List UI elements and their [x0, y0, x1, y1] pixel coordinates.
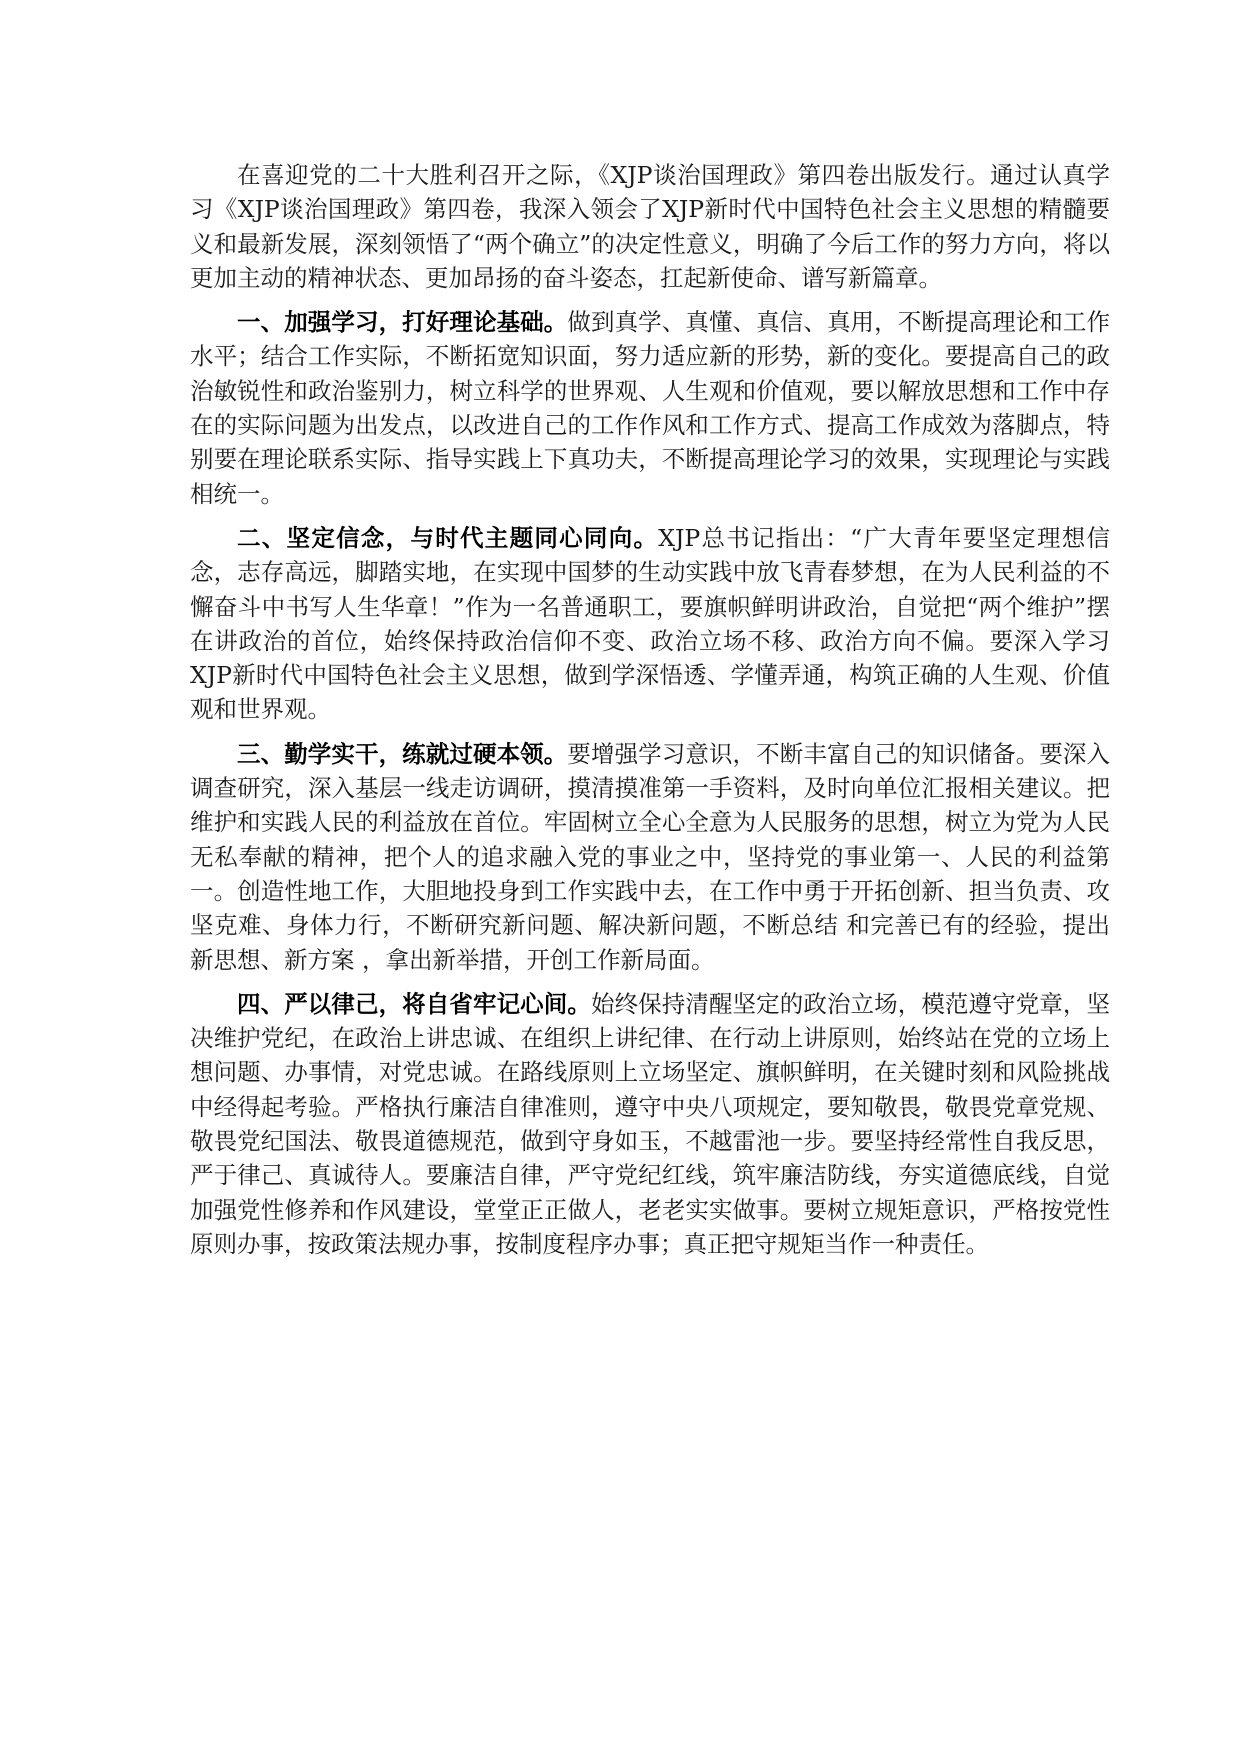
document-body: [190, 158, 1110, 1271]
paragraph-text: XJP总书记指出：“广大青年要坚定理想信念，志存高远，脚踏实地，在实现中国梦的生动实践中放飞青春梦想，在为人民利益的不懈奋斗中书写人生华章！”作为一名普通职工，要旗帜鲜明讲政治，自觉把“两个维护”摆在讲政治的首位，始终保持政治信仰不变、政治立场不移、政治方向不偏。要深入学习XJP新时代中国特色社会主义思想，做到学深悟透、学懂弄通，构筑正确的人生观、价值观和世界观。: [190, 523, 1110, 724]
section-paragraph-1: [190, 305, 1110, 511]
paragraph-heading: 四、严以律己，将自省牢记心间。: [237, 989, 591, 1018]
paragraph-heading: 三、勤学实干，练就过硬本领。: [237, 739, 568, 768]
paragraph-heading: 一、加强学习，打好理论基础。: [237, 308, 568, 337]
paragraph-text: 始终保持清醒坚定的政治立场，模范遵守党章，坚决维护党纪，在政治上讲忠诚、在组织上讲纪律、在行动上讲原则，始终站在党的立场上想问题、办事情，对党忠诚。在路线原则上立场坚定、旗帜鲜明，在关键时刻和风险挑战中经得起考验。严格执行廉洁自律准则，遵守中央八项规定，要知敬畏，敬畏党章党规、敬畏党纪国法、敬畏道德规范，做到守身如玉，不越雷池一步。要坚持经常性自我反思，严于律己、真诚待人。要廉洁自律，严守党纪红线，筑牢廉洁防线，夯实道德底线，自觉加强党性修养和作风建设，堂堂正正做人，老老实实做事。要树立规矩意识，严格按党性原则办事，按政策法规办事，按制度程序办事；真正把守规矩当作一种责任。: [190, 989, 1111, 1258]
section-paragraph-2: [190, 521, 1110, 727]
paragraph-text: 做到真学、真懂、真信、真用，不断提高理论和工作水平；结合工作实际，不断拓宽知识面，努力适应新的形势，新的变化。要提高自己的政治敏锐性和政治鉴别力，树立科学的世界观、人生观和价值观，要以解放思想和工作中存在的实际问题为出发点，以改进自己的工作作风和工作方式、提高工作成效为落脚点，特别要在理论联系实际、指导实践上下真功夫，不断提高理论学习的效果，实现理论与实践相统一。: [190, 308, 1111, 508]
section-paragraph-3: [190, 737, 1110, 977]
paragraph-text: 要增强学习意识，不断丰富自己的知识储备。要深入调查研究，深入基层一线走访调研，摸清摸准第一手资料，及时向单位汇报相关建议。把维护和实践人民的利益放在首位。牢固树立全心全意为人民服务的思想，树立为党为人民无私奉献的精神，把个人的追求融入党的事业之中，坚持党的事业第一、人民的利益第一。创造性地工作，大胆地投身到工作实践中去，在工作中勇于开拓创新、担当负责、攻坚克难、身体力行，不断研究新问题、解决新问题，不断总结 和完善已有的经验，提出新思想、新方案 ，拿出新举措，开创工作新局面。: [190, 739, 1111, 974]
intro-paragraph: [190, 158, 1110, 295]
paragraph-text: 在喜迎党的二十大胜利召开之际，《XJP谈治国理政》第四卷出版发行。通过认真学习《XJP谈治国理政》第四卷，我深入领会了XJP新时代中国特色社会主义思想的精髓要义和最新发展，深刻领悟了“两个确立”的决定性意义，明确了今后工作的努力方向，将以更加主动的精神状态、更加昂扬的奋斗姿态，扛起新使命、谱写新篇章。: [190, 161, 1110, 292]
paragraph-heading: 二、坚定信念，与时代主题同心同向。: [237, 523, 659, 552]
section-paragraph-4: [190, 987, 1110, 1261]
